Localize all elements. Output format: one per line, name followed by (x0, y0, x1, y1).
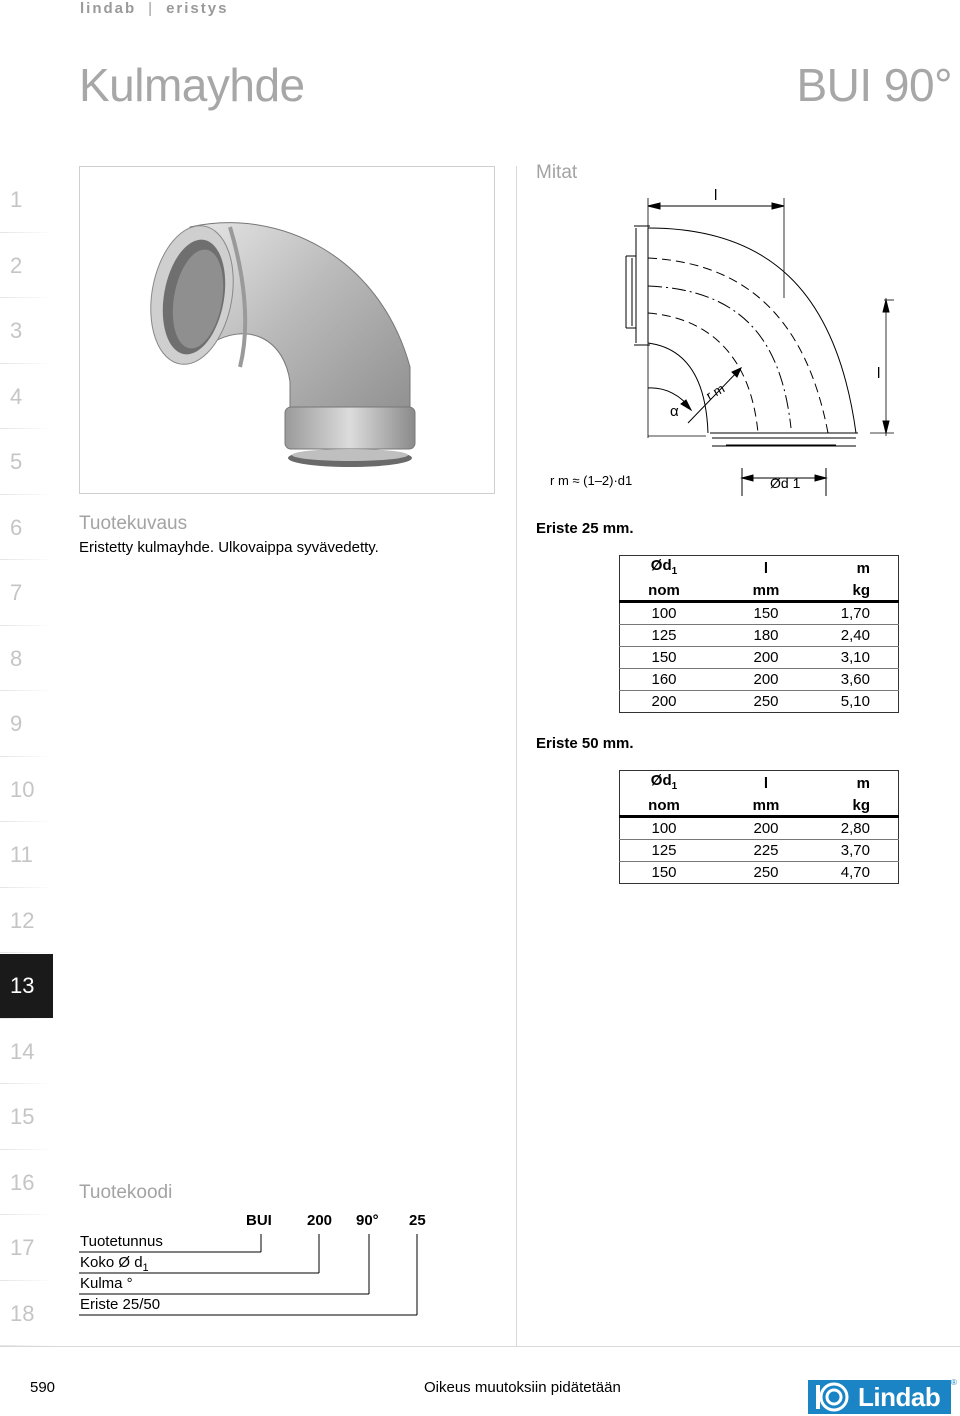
col-unit: nom (620, 796, 737, 817)
chapter-tab-14[interactable]: 14 (0, 1020, 53, 1086)
table-cell: 150 (620, 647, 737, 669)
chapter-tab-11[interactable]: 11 (0, 823, 53, 889)
logo-mark-icon (810, 1380, 858, 1414)
table-cell: 250 (736, 862, 796, 884)
product-title: BUI 90° (796, 59, 952, 111)
col-header: m (856, 775, 870, 792)
table-row (620, 602, 899, 625)
table-cell: 250 (736, 691, 796, 713)
col-unit: kg (796, 581, 899, 602)
chapter-tab-2[interactable]: 2 (0, 234, 53, 300)
code-size: 200 (307, 1212, 333, 1229)
table25-caption: Eriste 25 mm. (536, 520, 634, 537)
footer-notice: Oikeus muutoksiin pidätetään (424, 1379, 621, 1396)
col-unit: kg (796, 796, 899, 817)
page-title: Kulmayhde (79, 59, 305, 111)
column-divider (516, 166, 517, 1346)
table-cell: 200 (620, 691, 737, 713)
chapter-tab-1[interactable]: 1 (0, 168, 53, 234)
table-cell: 3,70 (796, 840, 899, 862)
page-number: 590 (30, 1379, 56, 1396)
chapter-tab-15[interactable]: 15 (0, 1085, 53, 1151)
label-alpha: α (670, 403, 679, 420)
col-header: $Ød_1$ (650, 557, 678, 577)
chapter-tab-10[interactable]: 10 (0, 758, 53, 824)
table-cell: 150 (620, 862, 737, 884)
table-cell: 200 (736, 669, 796, 691)
label-l-side: l (877, 365, 881, 382)
spec-table-25 (619, 555, 899, 713)
table-cell: 125 (620, 840, 737, 862)
table-cell: 225 (736, 840, 796, 862)
chapter-tab-18[interactable]: 18 (0, 1282, 53, 1348)
product-photo (79, 166, 495, 494)
chapter-tab-8[interactable]: 8 (0, 627, 53, 693)
chapter-tab-3[interactable]: 3 (0, 299, 53, 365)
table-cell: 100 (620, 602, 737, 625)
logo-text: Lindab (858, 1382, 941, 1412)
brand-separator: | (148, 0, 155, 17)
dimensions-heading: Mitat (536, 162, 578, 183)
table-row (620, 669, 899, 691)
table-row (620, 862, 899, 884)
elbow-illustration (80, 167, 494, 493)
table-cell: 180 (736, 625, 796, 647)
table-row (620, 817, 899, 840)
table-cell: 200 (736, 817, 796, 840)
chapter-tab-16[interactable]: 16 (0, 1151, 53, 1217)
chapter-tab-13[interactable]: 13 (0, 954, 53, 1020)
table50-caption: Eriste 50 mm. (536, 735, 634, 752)
lindab-logo (808, 1380, 951, 1414)
col-header: l (763, 775, 769, 792)
code-label-koko (80, 1254, 149, 1274)
code-label-koko-sub: 1 (142, 1262, 149, 1274)
table-row (620, 840, 899, 862)
footer-divider (0, 1346, 960, 1347)
chapter-tab-12[interactable]: 12 (0, 889, 53, 955)
table-cell: 3,10 (796, 647, 899, 669)
code-label-kulma: Kulma ° (80, 1275, 133, 1292)
label-rm: r m (703, 380, 728, 404)
code-label-eriste: Eriste 25/50 (80, 1296, 161, 1313)
chapter-tab-9[interactable]: 9 (0, 692, 53, 758)
table-cell: 150 (736, 602, 796, 625)
section-name: eristys (166, 0, 229, 17)
col-header: l (763, 560, 769, 577)
brand-header (80, 0, 228, 17)
product-code-heading: Tuotekoodi (79, 1182, 173, 1203)
table-cell: 2,80 (796, 817, 899, 840)
table-cell: 160 (620, 669, 737, 691)
code-label-tuotetunnus: Tuotetunnus (80, 1233, 163, 1250)
table-cell: 2,40 (796, 625, 899, 647)
label-l-top: l (714, 187, 718, 204)
col-header: m (856, 560, 870, 577)
chapter-tab-5[interactable]: 5 (0, 430, 53, 496)
table-row (620, 691, 899, 713)
code-angle: 90° (356, 1212, 379, 1229)
chapter-index (0, 168, 53, 1347)
col-unit: mm (736, 796, 796, 817)
registered-mark: ® (951, 1378, 957, 1387)
formula-rm: r m ≈ (1–2)·d1 (550, 473, 633, 488)
col-unit: mm (736, 581, 796, 602)
description-text: Eristetty kulmayhde. Ulkovaippa syvävedetty. (79, 539, 379, 556)
table-row (620, 625, 899, 647)
col-unit: nom (620, 581, 737, 602)
dimension-drawing (536, 178, 960, 500)
spec-table-50 (619, 770, 899, 884)
table-cell: 3,60 (796, 669, 899, 691)
chapter-tab-4[interactable]: 4 (0, 365, 53, 431)
code-bui: BUI (246, 1212, 272, 1229)
table-cell: 1,70 (796, 602, 899, 625)
code-label-koko-text: Koko Ø d (80, 1254, 143, 1271)
table-cell: 4,70 (796, 862, 899, 884)
table-cell: 125 (620, 625, 737, 647)
code-insulation: 25 (409, 1212, 426, 1229)
chapter-tab-6[interactable]: 6 (0, 496, 53, 562)
label-d1: Ød 1 (770, 475, 801, 491)
chapter-tab-17[interactable]: 17 (0, 1216, 53, 1282)
table-cell: 100 (620, 817, 737, 840)
table-cell: 200 (736, 647, 796, 669)
col-header: $Ød_1$ (650, 772, 678, 792)
chapter-tab-7[interactable]: 7 (0, 561, 53, 627)
table-row (620, 647, 899, 669)
brand-name: lindab (80, 0, 137, 17)
description-heading: Tuotekuvaus (79, 513, 188, 534)
table-cell: 5,10 (796, 691, 899, 713)
